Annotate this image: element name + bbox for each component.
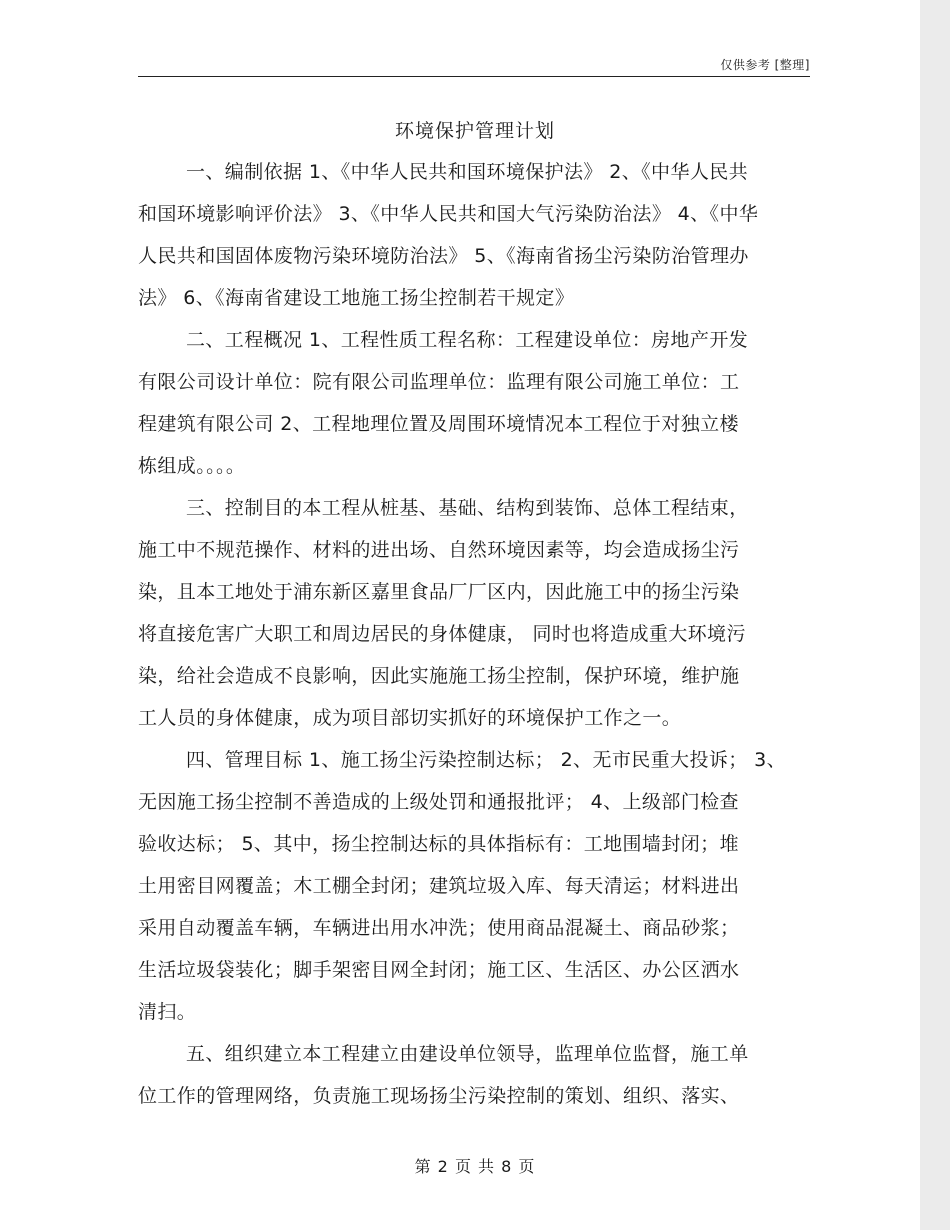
- paragraph-line: 位工作的管理网络，负责施工现场扬尘污染控制的策划、组织、落实、: [138, 1085, 740, 1107]
- document-body: [138, 151, 810, 1117]
- header-note: 仅供参考 [整理]: [720, 58, 810, 72]
- paragraph-line: 工人员的身体健康，成为项目部切实抓好的环境保护工作之一。: [138, 707, 682, 729]
- document-title: 环境保护管理计划: [394, 120, 555, 142]
- paragraph-line: 无因施工扬尘控制不善造成的上级处罚和通报批评； 4、上级部门检查: [138, 791, 739, 813]
- paragraph-line: 栋组成。。。。: [138, 455, 246, 477]
- paragraph-line: 二、工程概况 1、工程性质工程名称：工程建设单位：房地产开发: [186, 329, 749, 351]
- paragraph-line: 染，给社会造成不良影响，因此实施施工扬尘控制，保护环境，维护施: [138, 665, 740, 687]
- paragraph-line: 有限公司设计单位：院有限公司监理单位：监理有限公司施工单位：工: [138, 371, 740, 393]
- paragraph-line: 程建筑有限公司 2、工程地理位置及周围环境情况本工程位于对独立楼: [138, 413, 739, 435]
- paragraph-line: 土用密目网覆盖；木工棚全封闭；建筑垃圾入库、每天清运；材料进出: [138, 875, 740, 897]
- paragraph-line: 将直接危害广大职工和周边居民的身体健康， 同时也将造成重大环境污: [138, 623, 746, 645]
- paragraph-line: 染，且本工地处于浦东新区嘉里食品厂厂区内，因此施工中的扬尘污染: [138, 581, 740, 603]
- paragraph-line: 人民共和国固体废物污染环境防治法》 5、《海南省扬尘污染防治管理办: [138, 245, 749, 267]
- header-divider: [138, 76, 810, 77]
- paragraph-line: 和国环境影响评价法》 3、《中华人民共和国大气污染防治法》 4、《中华: [138, 203, 759, 225]
- paragraph-line: 法》 6、《海南省建设工地施工扬尘控制若干规定》: [138, 287, 575, 309]
- paragraph-line: 三、控制目的本工程从桩基、基础、结构到装饰、总体工程结束，: [186, 497, 749, 519]
- paragraph-line: 五、组织建立本工程建立由建设单位领导，监理单位监督，施工单: [186, 1043, 749, 1065]
- paragraph-line: 四、管理目标 1、施工扬尘污染控制达标； 2、无市民重大投诉； 3、: [186, 749, 786, 771]
- paragraph-line: 生活垃圾袋装化；脚手架密目网全封闭；施工区、生活区、办公区洒水: [138, 959, 740, 981]
- paragraph-line: 清扫。: [138, 1001, 197, 1023]
- paragraph-line: 验收达标； 5、其中，扬尘控制达标的具体指标有：工地围墙封闭；堆: [138, 833, 739, 855]
- paragraph-line: 施工中不规范操作、材料的进出场、自然环境因素等，均会造成扬尘污: [138, 539, 740, 561]
- paragraph-line: 一、编制依据 1、《中华人民共和国环境保护法》 2、《中华人民共: [186, 161, 749, 183]
- paragraph-line: 采用自动覆盖车辆，车辆进出用水冲洗；使用商品混凝土、商品砂浆；: [138, 917, 740, 939]
- page-number-footer: 第 2 页 共 8 页: [414, 1157, 536, 1176]
